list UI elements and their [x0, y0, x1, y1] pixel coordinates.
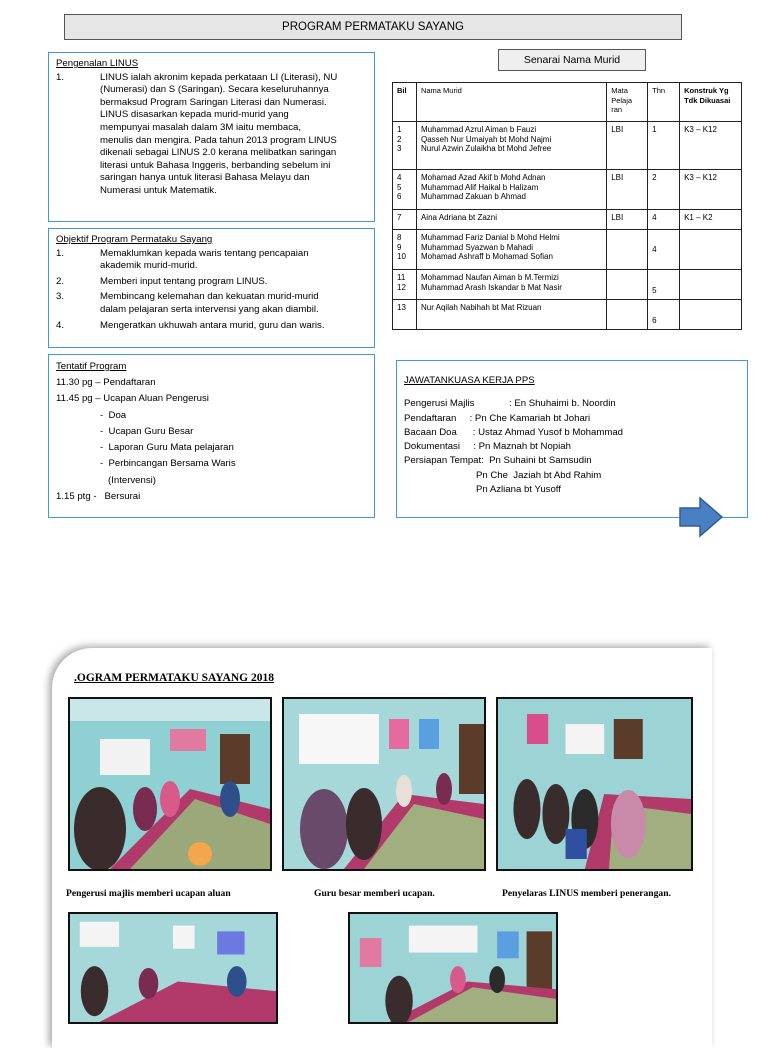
objektif-number: 2.: [56, 275, 65, 287]
cell-thn: 4: [648, 230, 680, 270]
cell-nama: Nur Aqilah Nabihah bt Mat Rizuan: [416, 300, 606, 330]
cell-thn: 2: [648, 170, 680, 210]
tentatif-line: - Laporan Guru Mata pelajaran: [100, 442, 234, 454]
pengenalan-line: saringan hanya untuk literasi Bahasa Melayu dan: [100, 172, 310, 184]
cell-bil: 8 9 10: [393, 230, 417, 270]
cell-mata: LBI: [607, 210, 648, 230]
objektif-box: [48, 228, 375, 348]
cell-bil: 4 5 6: [393, 170, 417, 210]
cell-nama: Muhammad Fariz Danial b Mohd Helmi Muhammad Syazwan b Mahadi Mohamad Ashraff b Mohamad Sofian: [416, 230, 606, 270]
pengenalan-line: dikenali sebagai LINUS 2.0 kerana melibatkan saringan: [100, 147, 337, 159]
objektif-line: Membincang kelemahan dan kekuatan murid-murid: [100, 291, 319, 303]
cell-thn: 4: [648, 210, 680, 230]
objektif-item: [56, 248, 367, 273]
cell-nama: Mohammad Naufan Aiman b M.Termizi Muhammad Arash Iskandar b Mat Nasir: [416, 270, 606, 300]
pengenalan-line: bermaksud Program Saringan Literasi dan Numerasi.: [100, 96, 327, 108]
objektif-item: [56, 320, 367, 333]
senarai-label: Senarai Nama Murid: [498, 49, 646, 71]
pengenalan-line: (Numerasi) dan S (Saringan). Secara keseluruhannya: [100, 84, 329, 96]
pengenalan-line: LINUS ialah akronim kepada perkataan LI (Literasi), NU: [100, 71, 338, 83]
photo-3: [496, 697, 693, 871]
cell-thn: 6: [648, 300, 680, 330]
cell-konstruk: K3 – K12: [680, 122, 742, 170]
photo-5: [348, 912, 558, 1024]
cell-bil: 13: [393, 300, 417, 330]
objektif-heading: Objektif Program Permataku Sayang: [56, 234, 213, 245]
cell-konstruk: K3 – K12: [680, 170, 742, 210]
tentatif-line: 11.30 pg – Pendaftaran: [56, 377, 156, 388]
objektif-line: dalam pelajaran serta intervensi yang akan diambil.: [100, 303, 319, 315]
objektif-line: Memberi input tentang program LINUS.: [100, 275, 268, 287]
pengenalan-heading: Pengenalan LINUS: [56, 58, 139, 69]
cell-konstruk: [680, 300, 742, 330]
cell-nama: Mohamad Azad Akif b Mohd Adnan Muhammad Alif Haikal b Halizam Muhammad Zakuan b Ahmad: [416, 170, 606, 210]
objektif-number: 3.: [56, 291, 65, 303]
pengenalan-line: Numerasi untuk Matematik.: [100, 184, 217, 196]
table-row: [393, 170, 742, 210]
report-title: .OGRAM PERMATAKU SAYANG 2018: [74, 672, 274, 684]
cell-bil: 11 12: [393, 270, 417, 300]
objektif-text: [100, 320, 367, 333]
cell-mata: LBI: [607, 170, 648, 210]
cell-mata: LBI: [607, 122, 648, 170]
pengenalan-line: literasi untuk Bahasa Inggeris, berbanding sebelum ini: [100, 159, 331, 171]
caption-3: Penyelaras LINUS memberi penerangan.: [502, 888, 671, 899]
cell-nama: Muhammad Azrul Aiman b Fauzi Qasseh Nur Umaiyah bt Mohd Najmi Nurul Azwin Zulaikha bt Mohd Jefree: [416, 122, 606, 170]
table-row: [393, 270, 742, 300]
jawatankuasa-list: [404, 397, 740, 497]
tentatif-line: 1.15 ptg - Bersurai: [56, 491, 141, 503]
header-thn: Thn: [648, 83, 680, 122]
objektif-list: [56, 248, 367, 333]
jawatankuasa-row: Pengerusi Majlis : En Shuhaimi b. Noordin: [404, 398, 616, 410]
jawatankuasa-heading: JAWATANKUASA KERJA PPS: [404, 375, 535, 386]
pengenalan-box: [48, 52, 375, 222]
table-row: [393, 230, 742, 270]
photo-2: [282, 697, 486, 871]
table-row: [393, 210, 742, 230]
pengenalan-line: menulis dan mengira. Pada tahun 2013 program LINUS: [100, 134, 337, 146]
tentatif-line: - Doa: [100, 409, 127, 421]
cell-mata: [607, 300, 648, 330]
pengenalan-line: mempunyai masalah dalam 3M iaitu membaca,: [100, 121, 302, 133]
tentatif-line: - Perbincangan Bersama Waris: [100, 458, 236, 470]
cell-konstruk: [680, 270, 742, 300]
cell-thn: 1: [648, 122, 680, 170]
header-nama: Nama Murid: [416, 83, 606, 122]
cell-konstruk: [680, 230, 742, 270]
tentatif-line: (Intervensi): [100, 474, 156, 486]
cell-nama: Aina Adriana bt Zazni: [416, 210, 606, 230]
pengenalan-number: 1.: [56, 71, 65, 83]
table-row: [393, 300, 742, 330]
page-title: PROGRAM PERMATAKU SAYANG: [64, 14, 682, 40]
objektif-line: Mengeratkan ukhuwah antara murid, guru dan waris.: [100, 319, 325, 331]
cell-mata: [607, 270, 648, 300]
table-row: [393, 122, 742, 170]
student-table: [392, 82, 742, 330]
objektif-text: [100, 248, 367, 273]
objektif-text: [100, 276, 367, 289]
objektif-text: [100, 291, 367, 316]
objektif-number: 1.: [56, 247, 65, 259]
jawatankuasa-row: Persiapan Tempat: Pn Suhaini bt Samsudin: [404, 455, 592, 467]
cell-thn: 5: [648, 270, 680, 300]
cell-bil: 1 2 3: [393, 122, 417, 170]
cell-konstruk: K1 – K2: [680, 210, 742, 230]
jawatankuasa-row: Pn Che Jaziah bt Abd Rahim: [404, 469, 602, 481]
objektif-number: 4.: [56, 319, 65, 331]
photo-1: [68, 697, 272, 871]
pengenalan-text: [100, 72, 367, 198]
tentatif-box: [48, 354, 375, 518]
header-konstruk: Konstruk Yg Tdk Dikuasai: [680, 83, 742, 122]
pengenalan-line: LINUS disasarkan kepada murid-murid yang: [100, 109, 289, 121]
caption-2: Guru besar memberi ucapan.: [314, 888, 435, 899]
tentatif-line: - Ucapan Guru Besar: [100, 425, 194, 437]
jawatankuasa-row: Pn Azliana bt Yusoff: [404, 484, 561, 496]
right-arrow-icon: [678, 496, 724, 538]
objektif-item: [56, 276, 367, 289]
caption-1: Pengerusi majlis memberi ucapan aluan: [66, 888, 231, 899]
objektif-item: [56, 291, 367, 316]
tentatif-list: [56, 375, 367, 505]
tentatif-line: 11.45 pg – Ucapan Aluan Pengerusi: [56, 393, 209, 405]
jawatankuasa-row: Pendaftaran : Pn Che Kamariah bt Johari: [404, 412, 591, 424]
objektif-line: akademik murid-murid.: [100, 260, 198, 272]
jawatankuasa-row: Bacaan Doa : Ustaz Ahmad Yusof b Mohammad: [404, 426, 623, 438]
jawatankuasa-row: Dokumentasi : Pn Maznah bt Nopiah: [404, 441, 571, 453]
cell-mata: [607, 230, 648, 270]
student-table-header: [393, 83, 742, 122]
header-bil: Bil: [393, 83, 417, 122]
photo-4: [68, 912, 278, 1024]
tentatif-heading: Tentatif Program: [56, 361, 127, 372]
cell-bil: 7: [393, 210, 417, 230]
jawatankuasa-box: [396, 360, 748, 518]
objektif-line: Memaklumkan kepada waris tentang pencapaian: [100, 247, 309, 259]
header-mata: Mata Pelaja ran: [607, 83, 648, 122]
